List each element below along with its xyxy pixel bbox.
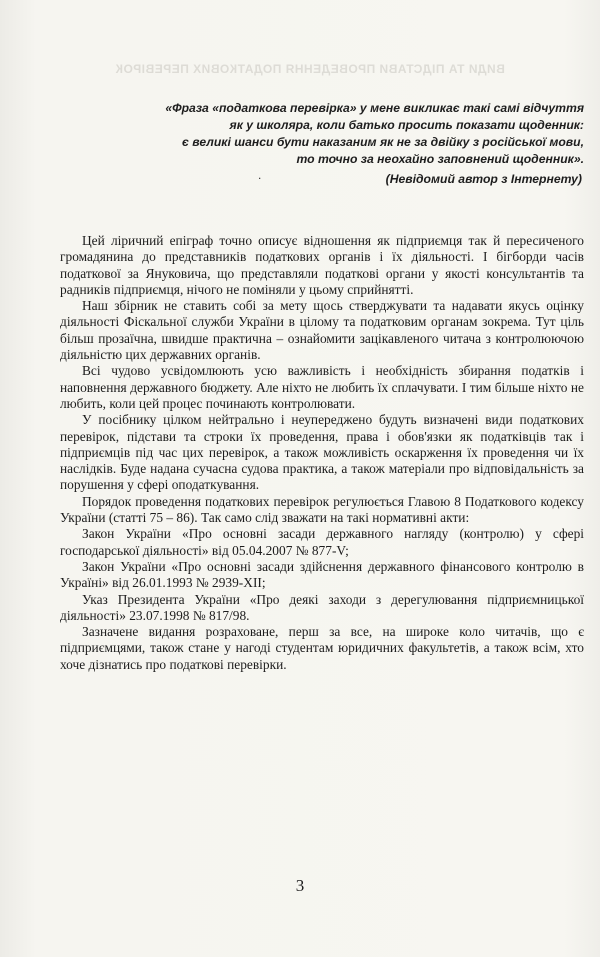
- paragraph: Закон України «Про основні засади державного нагляду (контролю) у сфері господарської діяльності» від 05.04.2007 № 877-V;: [60, 526, 584, 558]
- epigraph-line: «Фраза «податкова перевірка» у мене викликає такі самі відчуття: [165, 101, 584, 115]
- paragraph: Закон України «Про основні засади здійснення державного фінансового контролю в Україні» від 26.01.1993 № 2939-XII;: [60, 558, 584, 591]
- paragraph: Зазначене видання розраховане, перш за все, на широке коло читачів, що є підприємцями, також стане у нагоді студентам юридичних факультетів, а також всім, хто хоче дізнатись про податкові перевірки.: [60, 624, 584, 672]
- page-number: 3: [295, 876, 305, 895]
- paragraph: Порядок проведення податкових перевірок регулюється Главою 8 Податкового кодексу України (статті 75 – 86). Так само слід зважати на такі нормативні акти:: [60, 493, 584, 526]
- epigraph-line: як у школяра, коли батько просить показати щоденник:: [229, 118, 584, 132]
- epigraph-line: то точно за неохайно заповнений щоденник».: [296, 152, 584, 166]
- epigraph-author: (Невідомий автор з Інтернету): [385, 172, 582, 186]
- paragraph: Указ Президента України «Про деякі заходи з дерегулювання підприємницької діяльності» 23.07.1998 № 817/98.: [60, 591, 584, 623]
- paragraph: Цей ліричний епіграф точно описує відношення як підприємця так й пересиченого громадянина до представників податкових органів і їх діяльності. І бігборди часів податкової за Януковича, що представляли податкові органи у якості консультантів та радників підприємця, нічого не поміняли у цьому сприйнятті.: [60, 233, 584, 297]
- epigraph-line: є великі шанси бути наказаним як не за двійку з російської мови,: [182, 135, 584, 149]
- paragraph: Всі чудово усвідомлюють усю важливість і необхідність збирання податків і наповнення державного бюджету. Але ніхто не любить їх сплачувати. І тим більше ніхто не любить, коли цей процес починають контролювати.: [60, 363, 584, 411]
- stray-mark: .: [258, 168, 262, 182]
- paragraph: У посібнику цілком нейтрально і неупереджено будуть визначені види податкових перевірок, підстави та строки їх проведення, права і обов'язки як податківців так і підприємців під час цих перевірок, а також можливість оскарження їх проведення чи їх наслідків. Буде надана сучасна судова практика, а також матеріали про відповідальність за порушення у сфері оподаткування.: [60, 412, 584, 493]
- body-text: [60, 233, 584, 673]
- epigraph: [60, 100, 584, 168]
- bleed-through-header: ВИДИ ТА ПІДСТАВИ ПРОВЕДЕННЯ ПОДАТКОВИХ ПЕРЕВІРОК: [115, 62, 505, 76]
- paragraph: Наш збірник не ставить собі за мету щось стверджувати та надавати якусь оцінку діяльності Фіскальної служби України в цілому та податковим органам зокрема. Тут ціль більш прозаїчна, швидше практична – ознайомити зацікавленого читача з контролюючою діяльністю цих державних органів.: [60, 298, 584, 363]
